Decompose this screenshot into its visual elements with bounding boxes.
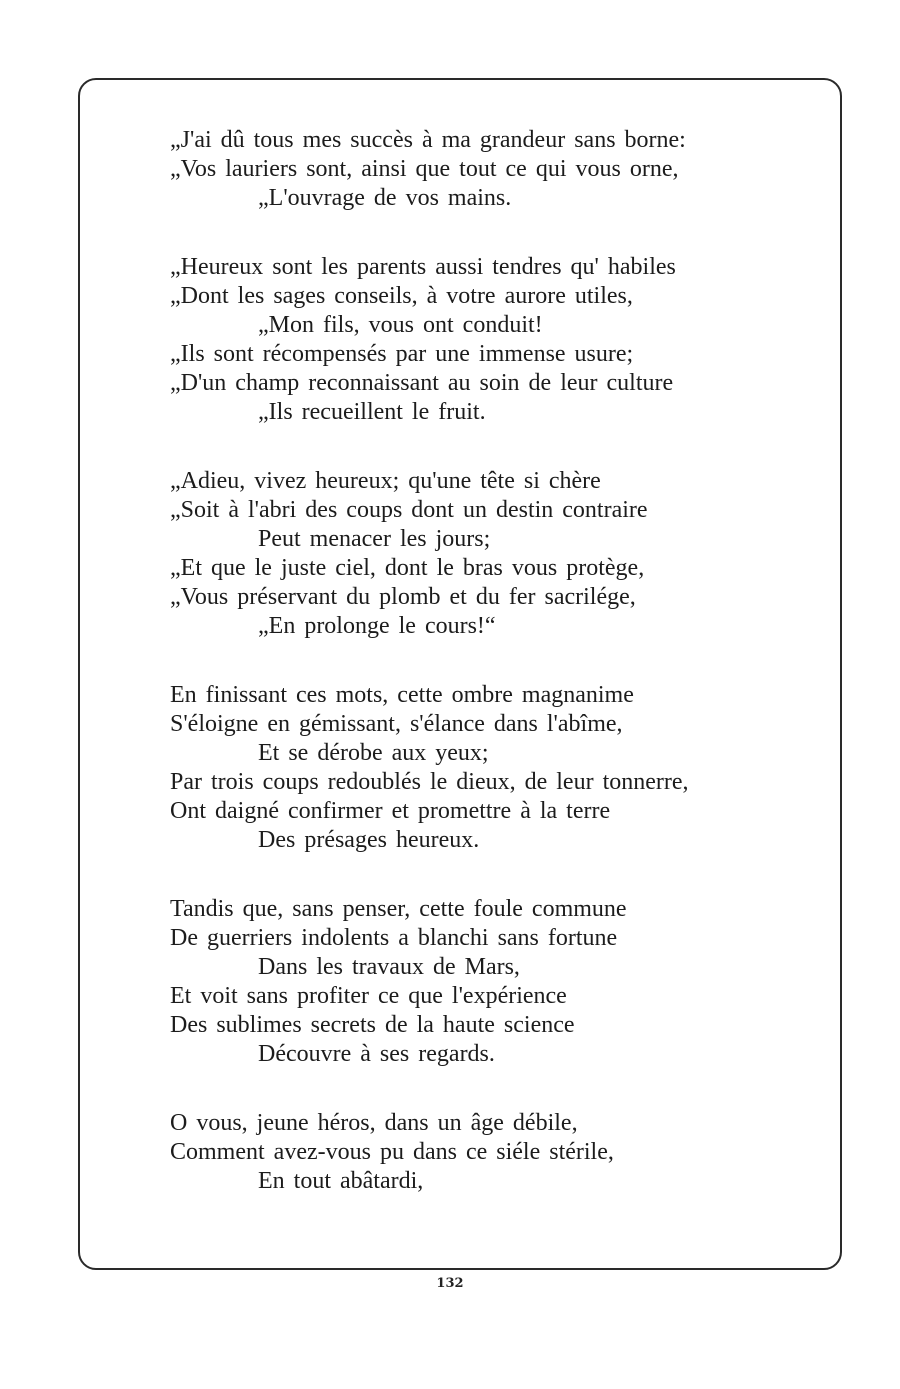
stanza: [170, 895, 810, 1069]
verse-line: Des présages heureux.: [258, 827, 480, 853]
verse-line: „Adieu, vivez heureux; qu'une tête si chère: [170, 468, 601, 494]
verse-line: De guerriers indolents a blanchi sans fortune: [170, 925, 618, 951]
stanza: [170, 253, 810, 427]
verse-line: En tout abâtardi,: [258, 1168, 424, 1194]
verse-line: „Vous préservant du plomb et du fer sacrilége,: [170, 584, 636, 610]
verse-line: „Mon fils, vous ont conduit!: [258, 312, 543, 338]
verse-line: O vous, jeune héros, dans un âge débile,: [170, 1110, 578, 1136]
verse-line: Tandis que, sans penser, cette foule commune: [170, 896, 627, 922]
stanza: [170, 681, 810, 855]
page-number: 132: [436, 1276, 464, 1291]
verse-line: „Soit à l'abri des coups dont un destin contraire: [170, 497, 648, 523]
verse-line: Ont daigné confirmer et promettre à la terre: [170, 798, 611, 824]
verse-line: „Et que le juste ciel, dont le bras vous protège,: [170, 555, 645, 581]
verse-line: Et se dérobe aux yeux;: [258, 740, 489, 766]
verse-line: Des sublimes secrets de la haute science: [170, 1012, 575, 1038]
verse-line: „Dont les sages conseils, à votre aurore utiles,: [170, 283, 633, 309]
verse-line: „Ils sont récompensés par une immense usure;: [170, 341, 634, 367]
verse-line: S'éloigne en gémissant, s'élance dans l'abîme,: [170, 711, 623, 737]
verse-line: Et voit sans profiter ce que l'expérience: [170, 983, 567, 1009]
verse-line: „J'ai dû tous mes succès à ma grandeur sans borne:: [170, 127, 686, 153]
verse-line: „Heureux sont les parents aussi tendres qu' habiles: [170, 254, 676, 280]
verse-line: Dans les travaux de Mars,: [258, 954, 520, 980]
stanza: [170, 467, 810, 641]
verse-line: „L'ouvrage de vos mains.: [258, 185, 512, 211]
verse-line: „Ils recueillent le fruit.: [258, 399, 486, 425]
verse-line: Peut menacer les jours;: [258, 526, 491, 552]
poem-body: [170, 126, 810, 1236]
verse-line: En finissant ces mots, cette ombre magnanime: [170, 682, 634, 708]
stanza: [170, 1109, 810, 1196]
verse-line: Comment avez-vous pu dans ce siéle stérile,: [170, 1139, 614, 1165]
verse-line: „En prolonge le cours!“: [258, 613, 496, 639]
verse-line: Découvre à ses regards.: [258, 1041, 495, 1067]
verse-line: Par trois coups redoublés le dieux, de leur tonnerre,: [170, 769, 689, 795]
verse-line: „Vos lauriers sont, ainsi que tout ce qui vous orne,: [170, 156, 679, 182]
verse-line: „D'un champ reconnaissant au soin de leur culture: [170, 370, 674, 396]
stanza: [170, 126, 810, 213]
